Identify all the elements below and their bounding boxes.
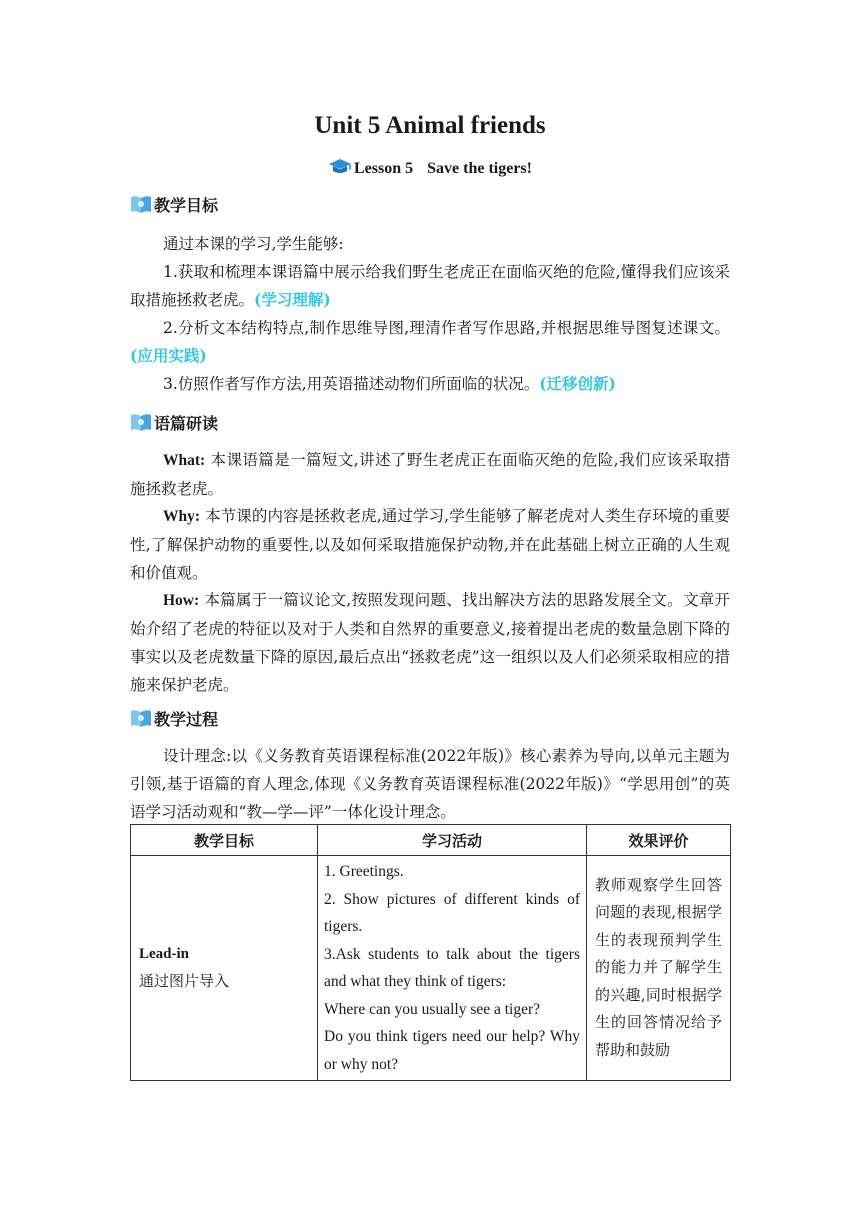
how-label: How: — [163, 592, 200, 609]
what-text: 本课语篇是一篇短文,讲述了野生老虎正在面临灭绝的危险,我们应该采取措施拯救老虎。 — [130, 451, 730, 498]
objective-item — [130, 258, 730, 314]
what-label: What: — [163, 452, 206, 469]
goal-title: Lead-in — [139, 946, 190, 962]
goal-cell — [131, 856, 318, 1081]
book-icon — [130, 412, 152, 432]
process-intro: 设计理念:以《义务教育英语课程标准(2022年版)》核心素养为导向,以单元主题为引领,基于语篇的育人理念,体现《义务教育英语课程标准(2022年版)》“学思用创”的英语学习活动观和“教—学—评”一体化设计理念。 — [130, 747, 730, 821]
lesson-number: Lesson 5 — [354, 160, 414, 177]
activities-cell — [318, 856, 587, 1081]
lesson-plan-table — [130, 824, 731, 1081]
section-title: 教学过程 — [154, 709, 219, 729]
objective-text: 3.仿照作者写作方法,用英语描述动物们所面临的状况。 — [163, 375, 540, 393]
activity-line: Do you think tigers need our help? Why or why not? — [324, 1028, 580, 1073]
objective-item — [130, 314, 730, 370]
activity-line: 1. Greetings. — [324, 863, 404, 880]
objective-text: 1.获取和梳理本课语篇中展示给我们野生老虎正在面临灭绝的危险,懂得我们应该采取措施拯救老虎。 — [130, 263, 730, 309]
goal-subtitle: 通过图片导入 — [139, 972, 230, 990]
why-text: 本节课的内容是拯救老虎,通过学习,学生能够了解老虎对人类生存环境的重要性,了解保护动物的重要性,以及如何采取措施保护动物,并在此基础上树立正确的人生观和价值观。 — [130, 507, 730, 582]
section-heading-process — [130, 706, 218, 730]
objective-text: 2.分析文本结构特点,制作思维导图,理清作者写作思路,并根据思维导图复述课文。 — [163, 319, 730, 337]
book-icon — [130, 194, 152, 214]
graduation-cap-icon — [328, 158, 352, 181]
analysis-what — [130, 446, 730, 503]
objective-tag: (迁移创新) — [539, 374, 616, 393]
activity-line: 2. Show pictures of different kinds of tigers. — [324, 890, 580, 935]
book-icon — [130, 708, 152, 728]
analysis-how — [130, 586, 730, 699]
section-title: 语篇研读 — [154, 413, 219, 433]
analysis-why — [130, 502, 730, 587]
column-header: 效果评价 — [587, 825, 731, 856]
section-title: 教学目标 — [154, 195, 219, 215]
activity-line: Where can you usually see a tiger? — [324, 1000, 541, 1018]
objective-tag: (学习理解) — [254, 290, 331, 309]
evaluation-cell — [587, 856, 731, 1081]
evaluation-text: 教师观察学生回答问题的表现,根据学生的表现预判学生的能力并了解学生的兴趣,同时根据学生的回答情况给予帮助和鼓励 — [595, 875, 722, 1059]
how-text: 本篇属于一篇议论文,按照发现问题、找出解决方法的思路发展全文。文章开始介绍了老虎的特征以及对于人类和自然界的重要意义,接着提出老虎的数量急剧下降的事实以及老虎数量下降的原因,最后点出“拯救老虎”这一组织以及人们必须采取相应的措施来保护老虎。 — [130, 591, 730, 694]
table-row — [131, 856, 731, 1081]
unit-title: Unit 5 Animal friends — [314, 112, 546, 139]
why-label: Why: — [163, 508, 201, 525]
lesson-heading — [0, 158, 860, 181]
objective-tag: (应用实践) — [130, 346, 207, 365]
section-heading-analysis — [130, 410, 218, 434]
objective-item — [130, 370, 730, 398]
column-header: 教学目标 — [131, 825, 318, 856]
activity-line: 3.Ask students to talk about the tigers and what they think of tigers: — [324, 945, 580, 990]
objectives-intro: 通过本课的学习,学生能够: — [163, 235, 344, 253]
lesson-title: Save the tigers! — [427, 160, 532, 177]
section-heading-objectives — [130, 192, 218, 216]
table-header-row — [131, 825, 731, 856]
column-header: 学习活动 — [318, 825, 587, 856]
